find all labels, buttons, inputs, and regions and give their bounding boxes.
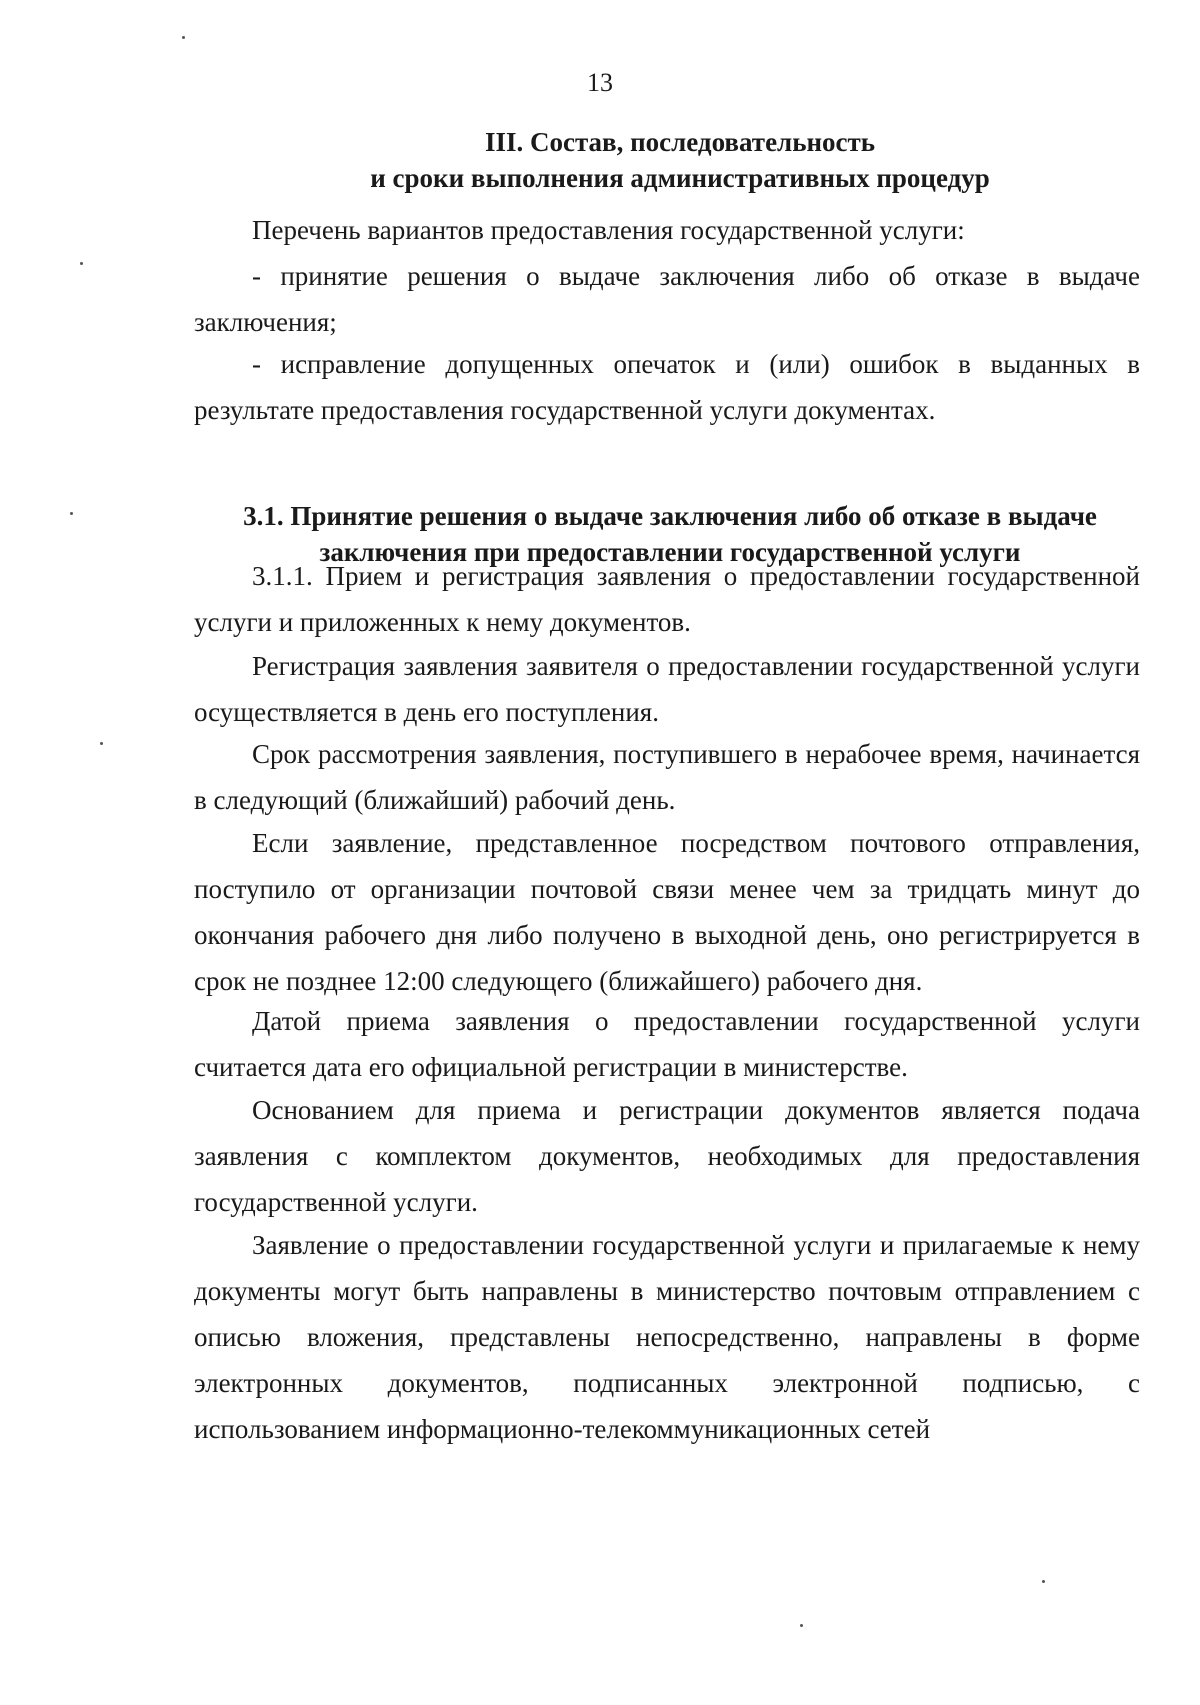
variants-intro: Перечень вариантов предоставления государственной услуги:: [252, 215, 965, 245]
variant-item-1: - принятие решения о выдаче заключения либо об отказе в выдаче заключения;: [194, 261, 1140, 337]
variant-item-2: - исправление допущенных опечаток и (или) ошибок в выданных в результате предоставления государственной услуги документах.: [194, 349, 1140, 425]
scan-speck: [800, 1624, 803, 1627]
scan-speck: [1042, 1580, 1045, 1583]
subsection-title-line2: заключения при предоставлении государственной услуги: [319, 537, 1021, 567]
section-title: [330, 124, 1030, 196]
scan-speck: [80, 262, 83, 265]
paragraph-deadline: Срок рассмотрения заявления, поступившего в нерабочее время, начинается в следующий (ближайший) рабочий день.: [194, 739, 1140, 815]
subsection-title-line1: 3.1. Принятие решения о выдаче заключения либо об отказе в выдаче: [243, 501, 1097, 531]
paragraph-acceptance-date: Датой приема заявления о предоставлении государственной услуги считается дата его официальной регистрации в министерстве.: [194, 1006, 1140, 1082]
section-title-line2: и сроки выполнения административных процедур: [370, 163, 990, 193]
paragraph-grounds: Основанием для приема и регистрации документов является подача заявления с комплектом документов, необходимых для предоставления государственной услуги.: [194, 1095, 1140, 1217]
scan-speck: [70, 512, 73, 515]
paragraph-submission: Заявление о предоставлении государственной услуги и прилагаемые к нему документы могут быть направлены в министерство почтовым отправлением с описью вложения, представлены непосредственно, направлены в форме электронных документов, подписанных электронной подписью, с использованием информационно-телекоммуникационных сетей: [194, 1230, 1140, 1444]
section-title-line1: III. Состав, последовательность: [484, 127, 876, 157]
paragraph-registration: Регистрация заявления заявителя о предоставлении государственной услуги осуществляется в день его поступления.: [194, 651, 1140, 727]
scan-speck: [182, 36, 185, 39]
page-number: 13: [587, 68, 613, 97]
paragraph-3-1-1: 3.1.1. Прием и регистрация заявления о предоставлении государственной услуги и приложенных к нему документов.: [194, 561, 1140, 637]
paragraph-postal: Если заявление, представленное посредством почтового отправления, поступило от организации почтовой связи менее чем за тридцать минут до окончания рабочего дня либо получено в выходной день, оно регистрируется в срок не позднее 12:00 следующего (ближайшего) рабочего дня.: [194, 828, 1140, 996]
scan-speck: [100, 742, 103, 745]
